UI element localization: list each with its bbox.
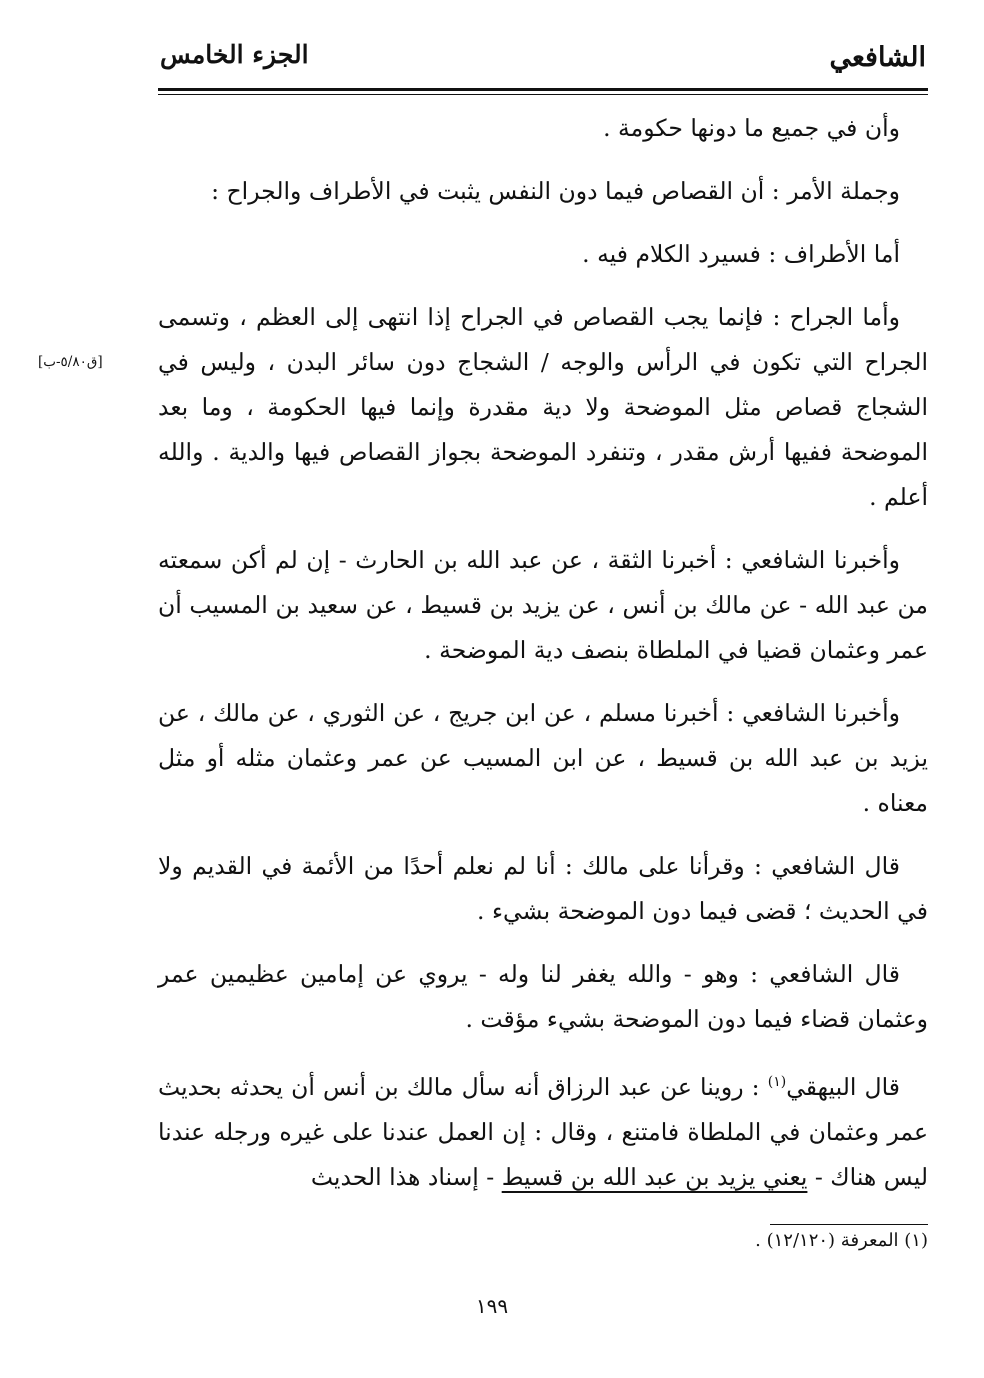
main-text xyxy=(158,106,928,1218)
header-rule-thick xyxy=(158,88,928,91)
paragraph-tail: - إسناد هذا الحديث xyxy=(310,1162,502,1191)
header-part-title: الجزء الخامس xyxy=(160,40,309,69)
manuscript-folio-note: [ق٥/٨٠-ب] xyxy=(38,354,103,370)
paragraph: وجملة الأمر : أن القصاص فيما دون النفس يثبت في الأطراف والجراح : xyxy=(211,177,900,205)
footnote: (١) المعرفة (١٢/١٢٠) . xyxy=(755,1230,928,1251)
paragraph: وأن في جميع ما دونها حكومة . xyxy=(603,114,900,142)
footnote-ref: (١) xyxy=(767,1074,787,1090)
paragraph: وأخبرنا الشافعي : أخبرنا مسلم ، عن ابن جريج ، عن الثوري ، عن مالك ، عن يزيد بن عبد الله بن قسيط ، عن ابن المسيب عن عمر وعثمان مثله أو مثل معناه . xyxy=(158,699,928,817)
paragraph-text: : روينا عن عبد الرزاق أنه سأل مالك بن أنس أن يحدثه بحديث عمر وعثمان في الملطاة فامتنع ، وقال : إن العمل عندنا على غيره ورجله عندنا ليس هناك - xyxy=(158,1072,928,1191)
running-header xyxy=(158,28,928,88)
header-book-title: الشافعي xyxy=(829,42,926,73)
footnote-rule xyxy=(770,1224,928,1225)
header-rule-thin xyxy=(158,94,928,95)
paragraph-lead: قال البيهقي xyxy=(786,1072,900,1101)
page-number: ١٩٩ xyxy=(475,1294,509,1318)
underlined-text: يعني يزيد بن عبد الله بن قسيط xyxy=(501,1162,808,1191)
paragraph: قال الشافعي : وهو - والله يغفر لنا وله - يروي عن إمامين عظيمين عمر وعثمان قضاء فيما دون الموضحة بشيء مؤقت . xyxy=(158,960,928,1033)
paragraph: قال الشافعي : وقرأنا على مالك : أنا لم نعلم أحدًا من الأئمة في القديم ولا في الحديث ؛ قضى فيما دون الموضحة بشيء . xyxy=(158,852,928,925)
paragraph-last xyxy=(158,1060,928,1200)
paragraph: وأخبرنا الشافعي : أخبرنا الثقة ، عن عبد الله بن الحارث - إن لم أكن سمعته من عبد الله - عن مالك بن أنس ، عن يزيد بن قسيط ، عن سعيد بن المسيب أن عمر وعثمان قضيا في الملطاة بنصف دية الموضحة . xyxy=(158,546,928,664)
paragraph: وأما الجراح : فإنما يجب القصاص في الجراح إذا انتهى إلى العظم ، وتسمى الجراح التي تكون في الرأس والوجه / الشجاج دون سائر البدن ، وليس في الشجاج قصاص مثل الموضحة ولا دية مقدرة وإنما فيها الحكومة ، وما بعد الموضحة ففيها أرش مقدر ، وتنفرد الموضحة بجواز القصاص فيها والدية . والله أعلم . xyxy=(158,303,928,511)
paragraph: أما الأطراف : فسيرد الكلام فيه . xyxy=(582,240,900,268)
